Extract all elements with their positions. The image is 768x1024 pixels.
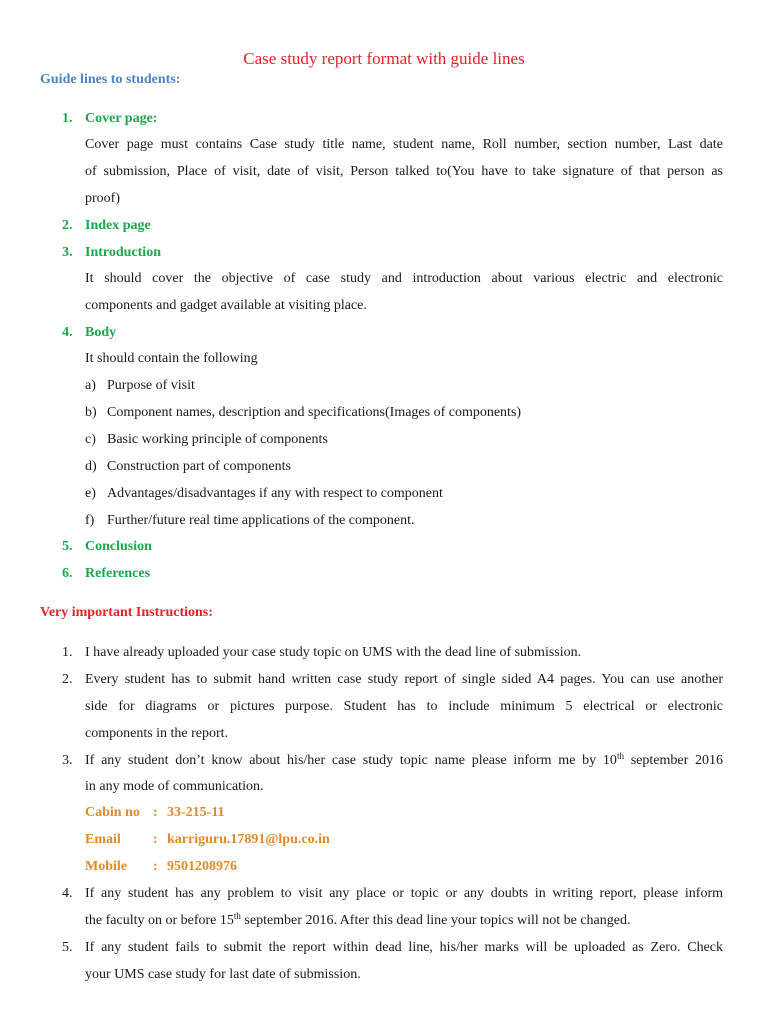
body-item-letter: f) <box>85 513 95 528</box>
instruction-number: 1. <box>62 645 73 660</box>
instruction-text: If any student fails to submit the report within dead line, his/her marks will be uploaded as Zero. Check <box>85 940 723 955</box>
instruction-number: 3. <box>62 753 73 768</box>
cabin-colon: : <box>153 805 158 820</box>
section-heading-cover: Cover page: <box>85 111 158 126</box>
email-label: Email <box>85 832 121 847</box>
mobile-value: 9501208976 <box>167 859 237 874</box>
instruction-text-part: the faculty on or before 15 <box>85 913 234 928</box>
page-title: Case study report format with guide lines <box>243 49 525 68</box>
instruction-text: side for diagrams or pictures purpose. Student has to include minimum 5 electrical or electronic <box>85 699 723 714</box>
cover-text-line: of submission, Place of visit, date of visit, Person talked to(You have to take signature of that person as <box>85 164 723 179</box>
section-heading-references: References <box>85 566 151 581</box>
instruction-text <box>85 911 630 931</box>
instruction-number: 2. <box>62 672 73 687</box>
guide-heading: Guide lines to students: <box>40 72 181 87</box>
body-item-text: Construction part of components <box>107 459 291 474</box>
cover-text-line: proof) <box>85 191 120 206</box>
email-value: karriguru.17891@lpu.co.in <box>167 832 330 847</box>
section-heading-conclusion: Conclusion <box>85 539 152 554</box>
instruction-text-part: If any student don’t know about his/her case study topic name please inform me by 10 <box>85 753 617 768</box>
instruction-text: If any student has any problem to visit any place or topic or any doubts in writing report, please inform <box>85 886 723 901</box>
instruction-text: your UMS case study for last date of submission. <box>85 967 361 982</box>
instruction-text-part: september 2016 <box>623 753 724 768</box>
instruction-text-part: september 2016. After this dead line your topics will not be changed. <box>240 913 631 928</box>
mobile-colon: : <box>153 859 158 874</box>
body-item-letter: c) <box>85 432 96 447</box>
section-heading-index: Index page <box>85 218 151 233</box>
section-number: 2. <box>62 218 73 233</box>
important-heading: Very important Instructions: <box>40 605 213 620</box>
body-item-text: Advantages/disadvantages if any with respect to component <box>107 486 443 501</box>
body-item-letter: e) <box>85 486 96 501</box>
body-item-text: Purpose of visit <box>107 378 195 393</box>
body-item-text: Further/future real time applications of the component. <box>107 513 415 528</box>
section-number: 3. <box>62 245 73 260</box>
instruction-text: components in the report. <box>85 726 229 741</box>
body-item-letter: a) <box>85 378 96 393</box>
cover-text-line: Cover page must contains Case study title name, student name, Roll number, section number, Last date <box>85 137 723 152</box>
section-heading-body: Body <box>85 325 117 340</box>
ordinal-suffix: th <box>233 911 241 921</box>
instruction-text: in any mode of communication. <box>85 779 264 794</box>
section-number: 1. <box>62 111 73 126</box>
mobile-label: Mobile <box>85 859 127 874</box>
instruction-text: Every student has to submit hand written case study report of single sided A4 pages. You can use another <box>85 672 723 687</box>
section-number: 4. <box>62 325 73 340</box>
section-number: 5. <box>62 539 73 554</box>
body-item-letter: d) <box>85 459 97 474</box>
instruction-text <box>85 751 723 771</box>
section-heading-introduction: Introduction <box>85 245 161 260</box>
instruction-text: I have already uploaded your case study topic on UMS with the dead line of submission. <box>85 645 582 660</box>
cabin-label: Cabin no <box>85 805 140 820</box>
ordinal-suffix: th <box>616 751 624 761</box>
cabin-value: 33-215-11 <box>167 805 225 820</box>
email-colon: : <box>153 832 158 847</box>
body-item-text: Basic working principle of components <box>107 432 328 447</box>
body-intro-text: It should contain the following <box>85 351 258 366</box>
body-item-text: Component names, description and specifications(Images of components) <box>107 405 522 420</box>
intro-text-line: It should cover the objective of case study and introduction about various electric and electronic <box>85 271 723 286</box>
instruction-number: 5. <box>62 940 73 955</box>
intro-text-line: components and gadget available at visiting place. <box>85 298 367 313</box>
section-number: 6. <box>62 566 73 581</box>
instruction-number: 4. <box>62 886 73 901</box>
body-item-letter: b) <box>85 405 97 420</box>
